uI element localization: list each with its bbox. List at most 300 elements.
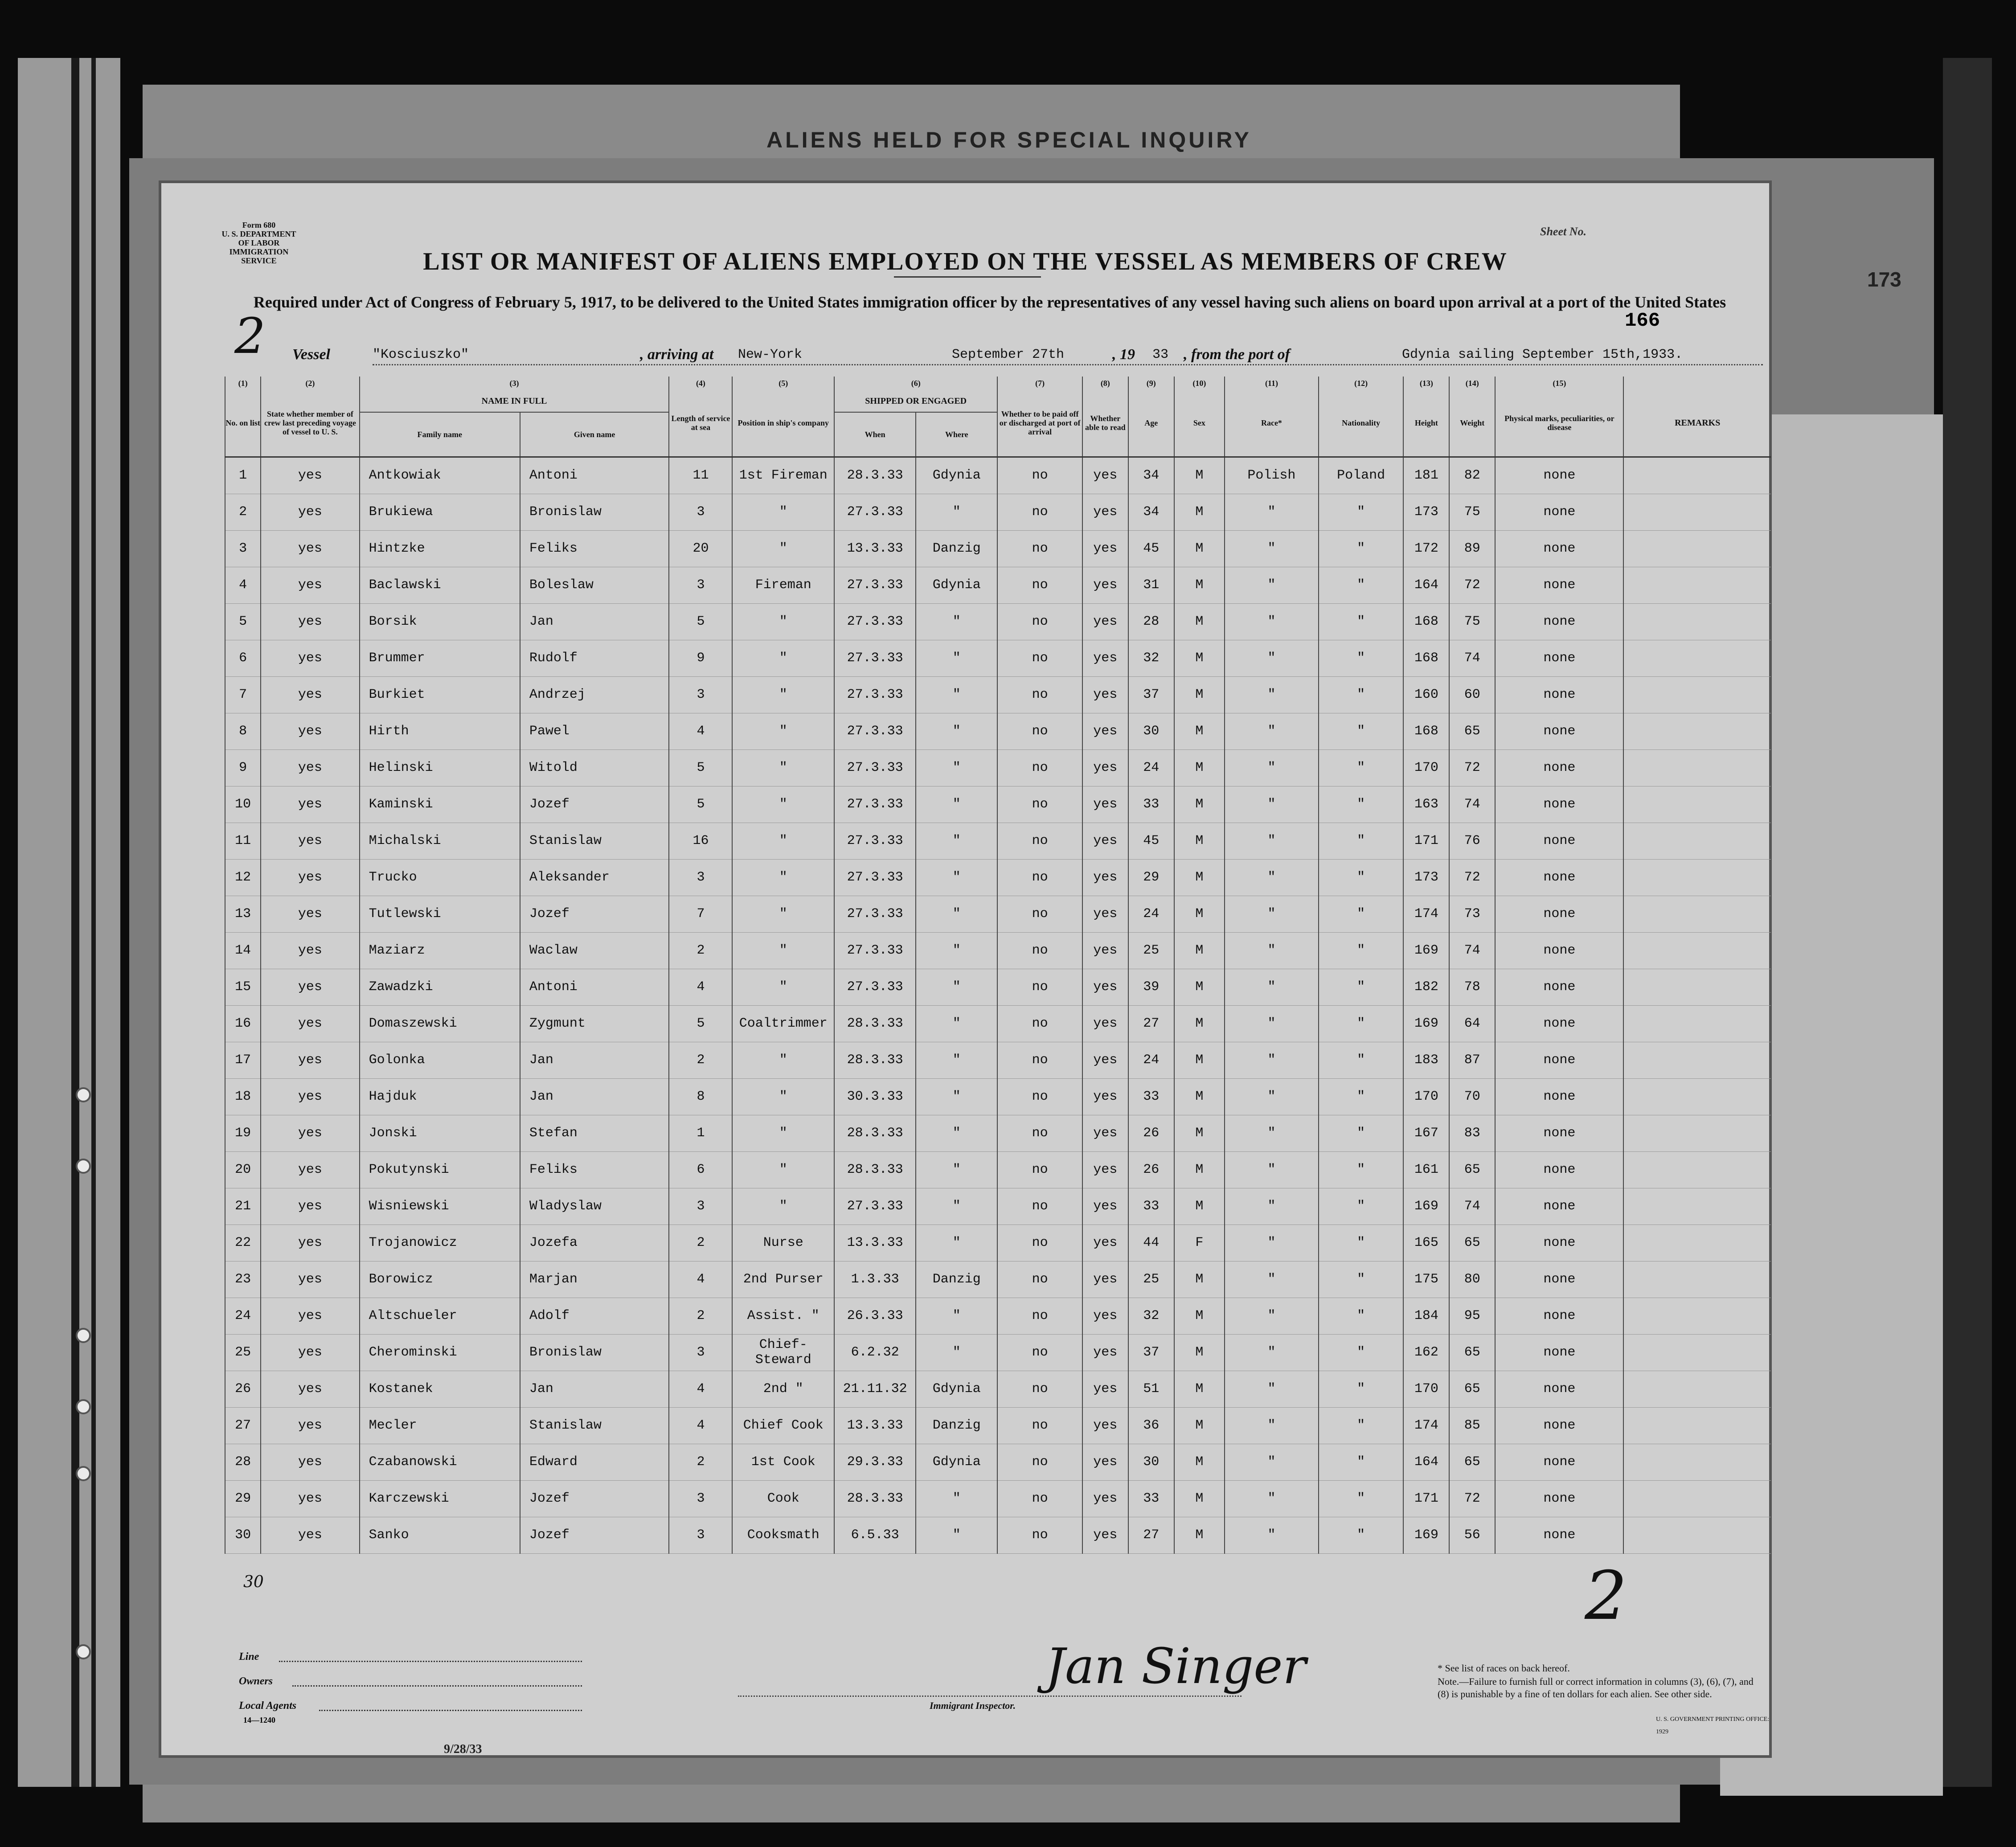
cell-prev: yes	[261, 1407, 359, 1444]
cell-nationality: "	[1319, 530, 1403, 567]
table-row	[225, 457, 1771, 494]
page-title: LIST OR MANIFEST OF ALIENS EMPLOYED ON THE VESSEL AS MEMBERS OF CREW	[423, 248, 1508, 275]
cell-where: "	[916, 786, 997, 823]
cell-service: 4	[669, 969, 732, 1005]
cell-age: 33	[1128, 786, 1174, 823]
total-handwritten: 30	[243, 1573, 264, 1591]
table-row	[225, 896, 1771, 932]
cell-no: 20	[225, 1151, 261, 1188]
cell-given: Jan	[520, 1042, 669, 1078]
cell-read: yes	[1082, 640, 1128, 676]
cell-read: yes	[1082, 530, 1128, 567]
cell-paid: no	[997, 457, 1082, 494]
cell-service: 5	[669, 603, 732, 640]
cell-age: 25	[1128, 1261, 1174, 1298]
cell-paid: no	[997, 1444, 1082, 1480]
cell-read: yes	[1082, 457, 1128, 494]
cell-when: 27.3.33	[834, 896, 916, 932]
cell-age: 44	[1128, 1225, 1174, 1261]
cell-where: "	[916, 1005, 997, 1042]
cell-weight: 82	[1449, 457, 1495, 494]
cell-race: "	[1225, 1444, 1319, 1480]
cell-paid: no	[997, 786, 1082, 823]
cell-service: 3	[669, 676, 732, 713]
cell-given: Wladyslaw	[520, 1188, 669, 1225]
col-num-1: (1)	[225, 377, 261, 390]
col-header-remarks: REMARKS	[1623, 390, 1771, 457]
cell-read: yes	[1082, 676, 1128, 713]
cell-given: Bronislaw	[520, 494, 669, 530]
cell-position: Chief Cook	[732, 1407, 834, 1444]
footnote-penalty: Note.—Failure to furnish full or correct information in columns (3), (6), (7), and (8) is punishable by a fine of ten dollars for each alien. See other side.	[1438, 1676, 1754, 1700]
cell-family: Tutlewski	[360, 896, 520, 932]
cell-height: 182	[1403, 969, 1449, 1005]
cell-age: 25	[1128, 932, 1174, 969]
table-row	[225, 1371, 1771, 1407]
cell-remarks	[1623, 603, 1771, 640]
col-num-9: (9)	[1128, 377, 1174, 390]
cell-service: 3	[669, 1334, 732, 1371]
cell-nationality: "	[1319, 1115, 1403, 1151]
cell-remarks	[1623, 494, 1771, 530]
cell-read: yes	[1082, 1480, 1128, 1517]
cell-where: Danzig	[916, 1261, 997, 1298]
vessel-name: "Kosciuszko"	[373, 347, 469, 362]
behind-sheet-heading: ALIENS HELD FOR SPECIAL INQUIRY	[766, 127, 1252, 152]
cell-marks: none	[1495, 1517, 1623, 1553]
cell-when: 27.3.33	[834, 603, 916, 640]
cell-race: "	[1225, 1225, 1319, 1261]
cell-weight: 95	[1449, 1298, 1495, 1334]
cell-age: 33	[1128, 1078, 1174, 1115]
binder-cover	[18, 58, 120, 1787]
col-num-7: (7)	[997, 377, 1082, 390]
cell-given: Jan	[520, 603, 669, 640]
cell-family: Trojanowicz	[360, 1225, 520, 1261]
cell-race: "	[1225, 896, 1319, 932]
agents-fill	[319, 1710, 582, 1711]
cell-given: Boleslaw	[520, 567, 669, 603]
cell-no: 28	[225, 1444, 261, 1480]
col-num-15: (15)	[1495, 377, 1623, 390]
cell-marks: none	[1495, 1298, 1623, 1334]
cell-read: yes	[1082, 1334, 1128, 1371]
cell-where: "	[916, 859, 997, 896]
cell-position: Fireman	[732, 567, 834, 603]
cell-marks: none	[1495, 1371, 1623, 1407]
cell-paid: no	[997, 932, 1082, 969]
cell-given: Waclaw	[520, 932, 669, 969]
col-header-family-name: Family name	[360, 412, 520, 457]
cell-when: 28.3.33	[834, 1480, 916, 1517]
cell-race: "	[1225, 1151, 1319, 1188]
cell-race: "	[1225, 1188, 1319, 1225]
form-code: 14—1240	[243, 1716, 275, 1724]
manifest-sheet	[159, 180, 1772, 1758]
cell-family: Borowicz	[360, 1261, 520, 1298]
cell-family: Czabanowski	[360, 1444, 520, 1480]
manifest-body	[225, 457, 1771, 1553]
cell-nationality: "	[1319, 1225, 1403, 1261]
cell-service: 2	[669, 1444, 732, 1480]
cell-race: "	[1225, 859, 1319, 896]
cell-given: Jozef	[520, 896, 669, 932]
cell-race: "	[1225, 567, 1319, 603]
cell-remarks	[1623, 1078, 1771, 1115]
cell-paid: no	[997, 1078, 1082, 1115]
cell-remarks	[1623, 969, 1771, 1005]
cell-height: 168	[1403, 603, 1449, 640]
binder-hole	[76, 1328, 91, 1343]
cell-marks: none	[1495, 823, 1623, 859]
cell-prev: yes	[261, 1225, 359, 1261]
cell-when: 30.3.33	[834, 1078, 916, 1115]
table-row	[225, 786, 1771, 823]
cell-family: Jonski	[360, 1115, 520, 1151]
cell-where: "	[916, 1225, 997, 1261]
cell-paid: no	[997, 1407, 1082, 1444]
cell-height: 168	[1403, 713, 1449, 749]
cell-nationality: "	[1319, 1480, 1403, 1517]
cell-where: Gdynia	[916, 567, 997, 603]
cell-no: 30	[225, 1517, 261, 1553]
cell-service: 1	[669, 1115, 732, 1151]
cell-read: yes	[1082, 1078, 1128, 1115]
cell-position: Nurse	[732, 1225, 834, 1261]
cell-height: 171	[1403, 1480, 1449, 1517]
col-header-sex: Sex	[1174, 390, 1225, 457]
cell-marks: none	[1495, 494, 1623, 530]
page-number-166: 166	[1625, 310, 1660, 332]
cell-service: 4	[669, 1371, 732, 1407]
cell-age: 37	[1128, 676, 1174, 713]
cell-when: 1.3.33	[834, 1261, 916, 1298]
cell-service: 4	[669, 1261, 732, 1298]
cell-nationality: "	[1319, 1188, 1403, 1225]
cell-weight: 60	[1449, 676, 1495, 713]
cell-race: "	[1225, 1078, 1319, 1115]
cell-given: Witold	[520, 749, 669, 786]
cell-where: "	[916, 969, 997, 1005]
col-num-2: (2)	[261, 377, 359, 390]
cell-age: 32	[1128, 640, 1174, 676]
printer-credit: U. S. GOVERNMENT PRINTING OFFICE: 1929	[1656, 1716, 1770, 1735]
cell-prev: yes	[261, 969, 359, 1005]
cell-height: 160	[1403, 676, 1449, 713]
cell-service: 2	[669, 1298, 732, 1334]
table-row	[225, 932, 1771, 969]
cell-remarks	[1623, 1298, 1771, 1334]
cell-service: 11	[669, 457, 732, 494]
cell-given: Stefan	[520, 1115, 669, 1151]
col-num-10: (10)	[1174, 377, 1225, 390]
cell-family: Brukiewa	[360, 494, 520, 530]
cell-when: 6.5.33	[834, 1517, 916, 1553]
cell-service: 20	[669, 530, 732, 567]
cell-remarks	[1623, 1444, 1771, 1480]
cell-where: Danzig	[916, 530, 997, 567]
cell-paid: no	[997, 1042, 1082, 1078]
cell-age: 27	[1128, 1517, 1174, 1553]
cell-prev: yes	[261, 603, 359, 640]
cell-family: Zawadzki	[360, 969, 520, 1005]
cell-given: Stanislaw	[520, 1407, 669, 1444]
cell-where: "	[916, 603, 997, 640]
cell-prev: yes	[261, 567, 359, 603]
cell-race: "	[1225, 1005, 1319, 1042]
cell-age: 32	[1128, 1298, 1174, 1334]
cell-race: "	[1225, 713, 1319, 749]
cell-weight: 78	[1449, 969, 1495, 1005]
cell-height: 184	[1403, 1298, 1449, 1334]
binder-hole	[76, 1087, 91, 1102]
cell-sex: M	[1174, 603, 1225, 640]
cell-race: "	[1225, 1371, 1319, 1407]
cell-paid: no	[997, 530, 1082, 567]
cell-weight: 74	[1449, 932, 1495, 969]
cell-race: "	[1225, 749, 1319, 786]
cell-marks: none	[1495, 1115, 1623, 1151]
cell-no: 17	[225, 1042, 261, 1078]
cell-no: 4	[225, 567, 261, 603]
cell-remarks	[1623, 786, 1771, 823]
cell-nationality: "	[1319, 969, 1403, 1005]
cell-no: 13	[225, 896, 261, 932]
cell-position: "	[732, 1188, 834, 1225]
cell-weight: 65	[1449, 1225, 1495, 1261]
table-row	[225, 1005, 1771, 1042]
cell-nationality: "	[1319, 1517, 1403, 1553]
cell-when: 28.3.33	[834, 1151, 916, 1188]
cell-no: 6	[225, 640, 261, 676]
from-port: Gdynia sailing September 15th,1933.	[1402, 347, 1683, 362]
cell-prev: yes	[261, 1188, 359, 1225]
cell-family: Baclawski	[360, 567, 520, 603]
cell-remarks	[1623, 1480, 1771, 1517]
cell-race: "	[1225, 932, 1319, 969]
footnote-races: * See list of races on back hereof.	[1438, 1663, 1570, 1674]
vessel-label: Vessel	[292, 346, 330, 363]
cell-where: "	[916, 640, 997, 676]
cell-height: 168	[1403, 640, 1449, 676]
cell-paid: no	[997, 1334, 1082, 1371]
cell-prev: yes	[261, 1261, 359, 1298]
inspector-label: Immigrant Inspector.	[930, 1700, 1016, 1711]
cell-given: Antoni	[520, 457, 669, 494]
cell-prev: yes	[261, 823, 359, 859]
local-agents-label: Local Agents	[239, 1700, 297, 1712]
cell-age: 33	[1128, 1188, 1174, 1225]
handwritten-list-number: 2	[234, 307, 266, 364]
inspector-signature: Jan Singer	[1045, 1638, 1306, 1695]
table-row	[225, 603, 1771, 640]
cell-family: Domaszewski	[360, 1005, 520, 1042]
cell-marks: none	[1495, 1334, 1623, 1371]
cell-race: "	[1225, 494, 1319, 530]
cell-when: 27.3.33	[834, 786, 916, 823]
cell-height: 169	[1403, 932, 1449, 969]
cell-position: 2nd "	[732, 1371, 834, 1407]
cell-nationality: "	[1319, 1407, 1403, 1444]
cell-nationality: "	[1319, 749, 1403, 786]
cell-service: 5	[669, 749, 732, 786]
cell-given: Bronislaw	[520, 1334, 669, 1371]
cell-remarks	[1623, 1261, 1771, 1298]
cell-where: "	[916, 1517, 997, 1553]
cell-remarks	[1623, 713, 1771, 749]
cell-height: 174	[1403, 1407, 1449, 1444]
cell-weight: 56	[1449, 1517, 1495, 1553]
cell-family: Kostanek	[360, 1371, 520, 1407]
right-edge	[1943, 58, 1992, 1787]
cell-when: 21.11.32	[834, 1371, 916, 1407]
cell-race: "	[1225, 1115, 1319, 1151]
cell-height: 170	[1403, 1078, 1449, 1115]
cell-paid: no	[997, 713, 1082, 749]
table-row	[225, 640, 1771, 676]
cell-remarks	[1623, 749, 1771, 786]
cell-family: Hintzke	[360, 530, 520, 567]
cell-height: 169	[1403, 1517, 1449, 1553]
cell-weight: 80	[1449, 1261, 1495, 1298]
cell-position: 2nd Purser	[732, 1261, 834, 1298]
col-num-6: (6)	[834, 377, 997, 390]
table-row	[225, 1115, 1771, 1151]
cell-nationality: "	[1319, 1444, 1403, 1480]
cell-prev: yes	[261, 1115, 359, 1151]
cell-service: 4	[669, 1407, 732, 1444]
cell-height: 164	[1403, 1444, 1449, 1480]
cell-remarks	[1623, 676, 1771, 713]
cell-when: 27.3.33	[834, 1188, 916, 1225]
cell-height: 161	[1403, 1151, 1449, 1188]
cell-nationality: "	[1319, 896, 1403, 932]
cell-prev: yes	[261, 1444, 359, 1480]
cell-position: "	[732, 859, 834, 896]
cell-nationality: "	[1319, 1078, 1403, 1115]
cell-remarks	[1623, 1407, 1771, 1444]
table-row	[225, 1407, 1771, 1444]
cell-family: Karczewski	[360, 1480, 520, 1517]
cell-marks: none	[1495, 1078, 1623, 1115]
table-row	[225, 749, 1771, 786]
cell-prev: yes	[261, 932, 359, 969]
cell-given: Feliks	[520, 530, 669, 567]
cell-race: "	[1225, 1517, 1319, 1553]
cell-remarks	[1623, 1005, 1771, 1042]
cell-given: Andrzej	[520, 676, 669, 713]
cell-service: 16	[669, 823, 732, 859]
cell-sex: M	[1174, 494, 1225, 530]
cell-read: yes	[1082, 713, 1128, 749]
cell-remarks	[1623, 1188, 1771, 1225]
cell-sex: M	[1174, 530, 1225, 567]
cell-read: yes	[1082, 896, 1128, 932]
cell-age: 29	[1128, 859, 1174, 896]
cell-paid: no	[997, 1517, 1082, 1553]
cell-family: Hirth	[360, 713, 520, 749]
cell-marks: none	[1495, 640, 1623, 676]
cell-given: Jan	[520, 1078, 669, 1115]
cell-no: 12	[225, 859, 261, 896]
cell-marks: none	[1495, 1042, 1623, 1078]
cell-position: 1st Fireman	[732, 457, 834, 494]
cell-marks: none	[1495, 530, 1623, 567]
crew-manifest-table	[225, 377, 1771, 1554]
cell-weight: 74	[1449, 786, 1495, 823]
cell-age: 24	[1128, 1042, 1174, 1078]
cell-age: 30	[1128, 1444, 1174, 1480]
cell-prev: yes	[261, 859, 359, 896]
cell-position: "	[732, 676, 834, 713]
cell-height: 162	[1403, 1334, 1449, 1371]
cell-given: Jozefa	[520, 1225, 669, 1261]
cell-read: yes	[1082, 859, 1128, 896]
cell-position: Cook	[732, 1480, 834, 1517]
cell-no: 15	[225, 969, 261, 1005]
cell-read: yes	[1082, 1151, 1128, 1188]
cell-when: 27.3.33	[834, 567, 916, 603]
cell-age: 39	[1128, 969, 1174, 1005]
cell-age: 24	[1128, 896, 1174, 932]
table-row	[225, 1151, 1771, 1188]
cell-marks: none	[1495, 969, 1623, 1005]
cell-read: yes	[1082, 1444, 1128, 1480]
cell-remarks	[1623, 1225, 1771, 1261]
cell-sex: M	[1174, 1151, 1225, 1188]
cell-weight: 74	[1449, 640, 1495, 676]
cell-where: "	[916, 1334, 997, 1371]
cell-no: 9	[225, 749, 261, 786]
col-header-when: When	[834, 412, 916, 457]
cell-race: "	[1225, 823, 1319, 859]
cell-family: Brummer	[360, 640, 520, 676]
cell-no: 11	[225, 823, 261, 859]
cell-family: Sanko	[360, 1517, 520, 1553]
col-num-5: (5)	[732, 377, 834, 390]
cell-nationality: "	[1319, 1005, 1403, 1042]
cell-read: yes	[1082, 567, 1128, 603]
cell-nationality: "	[1319, 713, 1403, 749]
cell-race: "	[1225, 640, 1319, 676]
cell-paid: no	[997, 859, 1082, 896]
cell-prev: yes	[261, 1042, 359, 1078]
cell-height: 167	[1403, 1115, 1449, 1151]
cell-service: 8	[669, 1078, 732, 1115]
cell-remarks	[1623, 457, 1771, 494]
cell-age: 31	[1128, 567, 1174, 603]
cell-sex: M	[1174, 1517, 1225, 1553]
cell-marks: none	[1495, 859, 1623, 896]
cell-marks: none	[1495, 457, 1623, 494]
table-row	[225, 1188, 1771, 1225]
col-header-where: Where	[916, 412, 997, 457]
cell-prev: yes	[261, 896, 359, 932]
cell-prev: yes	[261, 494, 359, 530]
cell-remarks	[1623, 1371, 1771, 1407]
cell-height: 174	[1403, 896, 1449, 932]
cell-no: 24	[225, 1298, 261, 1334]
table-row	[225, 859, 1771, 896]
cell-sex: M	[1174, 640, 1225, 676]
cell-when: 27.3.33	[834, 640, 916, 676]
cell-age: 36	[1128, 1407, 1174, 1444]
cell-family: Antkowiak	[360, 457, 520, 494]
cell-when: 28.3.33	[834, 1115, 916, 1151]
cell-position: Coaltrimmer	[732, 1005, 834, 1042]
line-label: Line	[239, 1651, 259, 1663]
col-num-11: (11)	[1225, 377, 1319, 390]
